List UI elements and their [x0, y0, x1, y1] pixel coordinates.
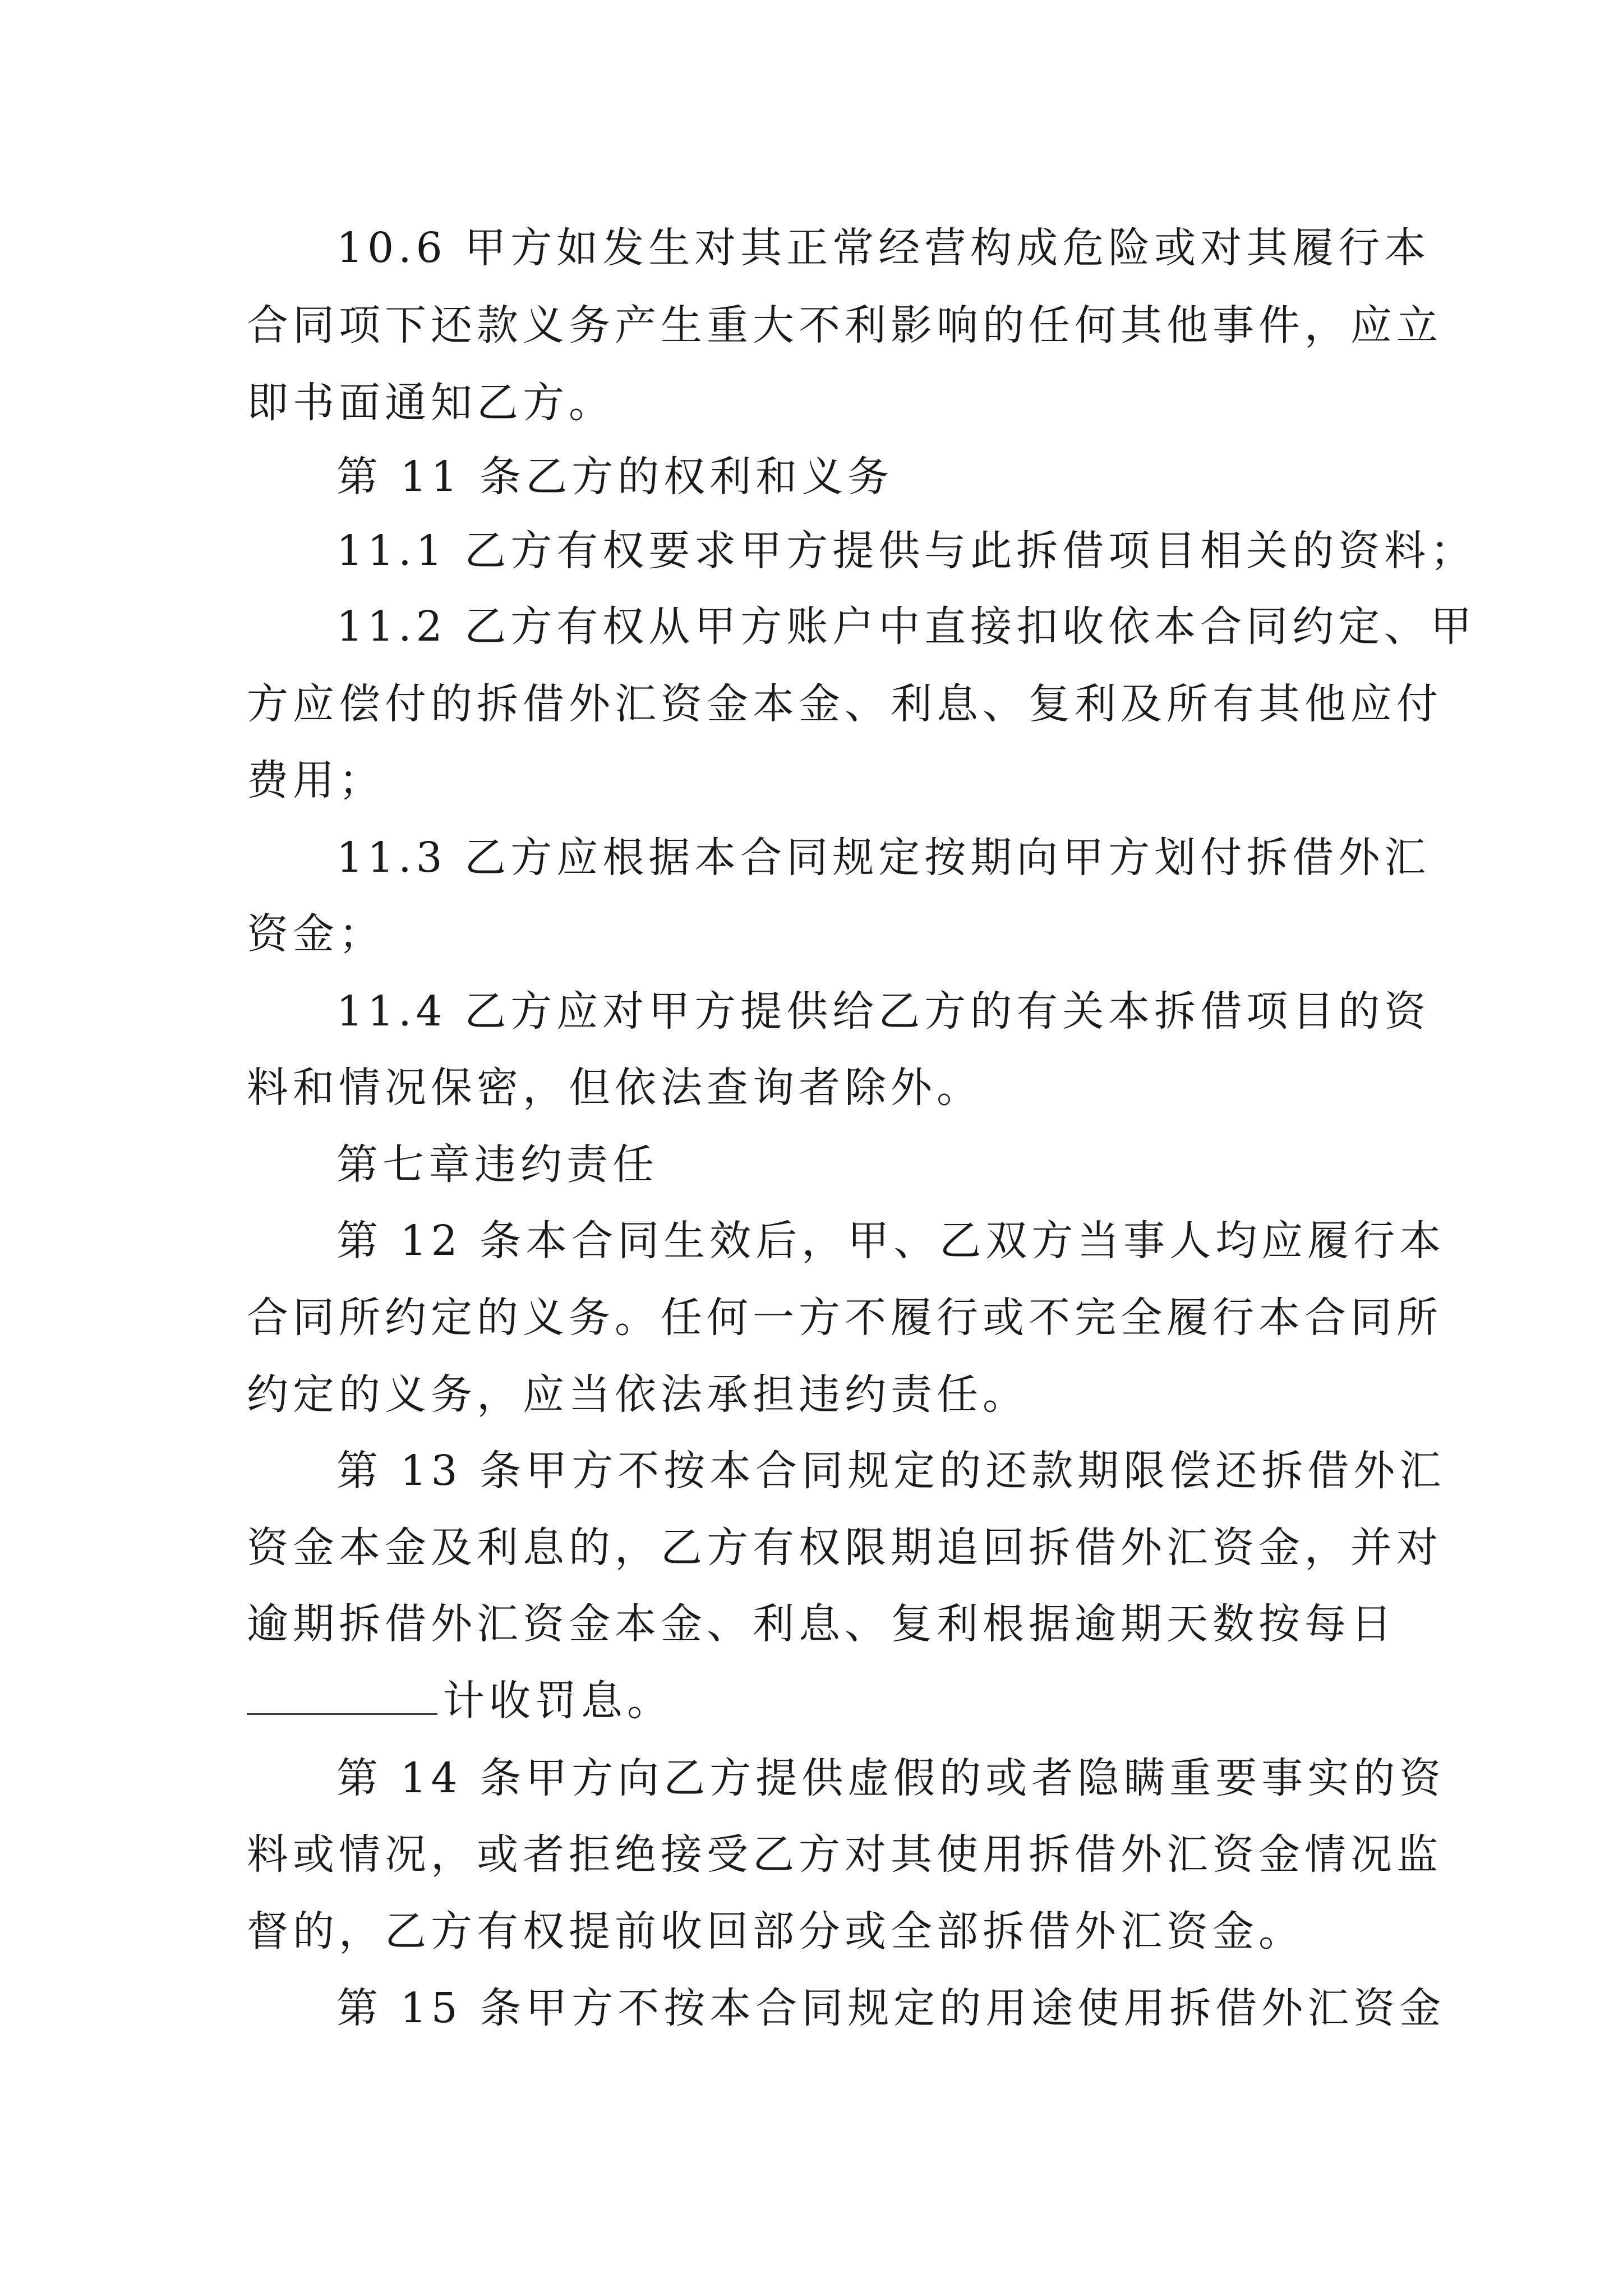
text-line: 11.1 乙方有权要求甲方提供与此拆借项目相关的资料； — [336, 527, 1477, 575]
text-line: 料和情况保密，但依法查询者除外。 — [247, 1064, 983, 1112]
text-line: 第 13 条甲方不按本合同规定的还款期限偿还拆借外汇 — [336, 1447, 1446, 1495]
blank-line-row — [247, 1677, 1385, 1725]
text-line: 督的，乙方有权提前收回部分或全部拆借外汇资金。 — [247, 1907, 1304, 1955]
text-line: 费用； — [247, 756, 385, 804]
text-line: 资金； — [247, 910, 385, 958]
text-line: 11.3 乙方应根据本合同规定按期向甲方划付拆借外汇 — [336, 834, 1431, 882]
text-line: 第 15 条甲方不按本合同规定的用途使用拆借外汇资金 — [336, 1984, 1446, 2032]
text-line: 料或情况，或者拒绝接受乙方对其使用拆借外汇资金情况监 — [247, 1830, 1442, 1879]
section-heading: 第 11 条乙方的权利和义务 — [336, 453, 894, 501]
text-fragment: 计收罚息。 — [443, 1677, 673, 1725]
text-line: 11.2 乙方有权从甲方账户中直接扣收依本合同约定、甲 — [336, 602, 1477, 651]
text-line: 11.4 乙方应对甲方提供给乙方的有关本拆借项目的资 — [336, 987, 1431, 1036]
text-line: 第 12 条本合同生效后，甲、乙双方当事人均应履行本 — [336, 1217, 1446, 1265]
text-line: 逾期拆借外汇资金本金、利息、复利根据逾期天数按每日 — [247, 1600, 1396, 1648]
text-line: 合同所约定的义务。任何一方不履行或不完全履行本合同所 — [247, 1294, 1442, 1342]
text-line: 约定的义务，应当依法承担违约责任。 — [247, 1370, 1029, 1419]
text-line: 即书面通知乙方。 — [247, 379, 615, 427]
text-line: 第 14 条甲方向乙方提供虚假的或者隐瞒重要事实的资 — [336, 1754, 1446, 1802]
text-line: 方应偿付的拆借外汇资金本金、利息、复利及所有其他应付 — [247, 680, 1442, 728]
text-line: 合同项下还款义务产生重大不利影响的任何其他事件，应立 — [247, 301, 1442, 349]
text-line: 资金本金及利息的，乙方有权限期追回拆借外汇资金，并对 — [247, 1524, 1442, 1572]
text-line: 10.6 甲方如发生对其正常经营构成危险或对其履行本 — [336, 224, 1431, 272]
chapter-heading: 第七章违约责任 — [336, 1140, 658, 1189]
fill-in-blank — [247, 1702, 437, 1715]
